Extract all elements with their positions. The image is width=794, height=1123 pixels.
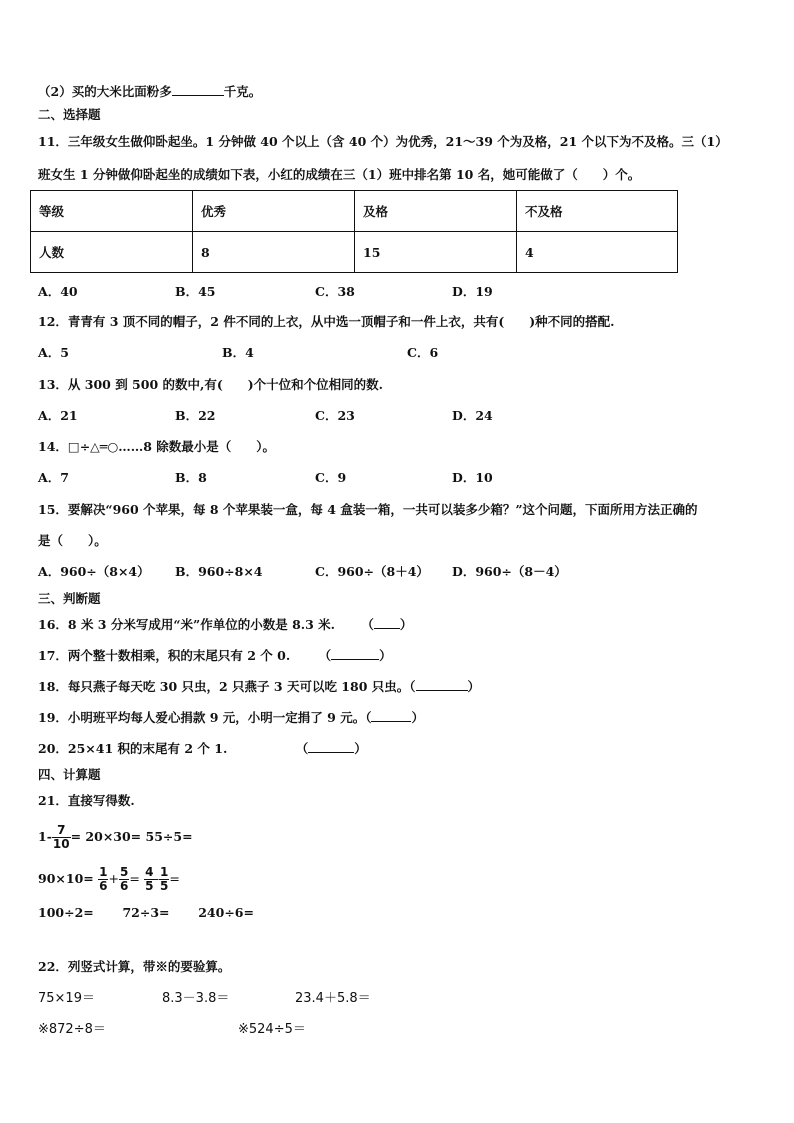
fraction [52, 824, 71, 851]
option-c[interactable]: C．23 [315, 408, 355, 423]
q21-title: 21．直接写得数. [38, 793, 135, 808]
frac-numerator: 1 [99, 865, 108, 879]
q13-text: 13．从 300 到 500 的数中,有( )个十位和个位相同的数. [38, 377, 384, 392]
option-a[interactable]: A．5 [38, 345, 69, 360]
q19-text: 19．小明班平均每人爱心捐款 9 元，小明一定捐了 9 元。 [38, 710, 366, 725]
calc-text: 1- [38, 829, 52, 844]
frac-denominator: 5 [160, 879, 169, 893]
q21-row3 [38, 898, 254, 928]
option-b[interactable]: B．22 [175, 408, 216, 423]
answer-blank[interactable] [416, 677, 468, 691]
table-cell: 优秀 [193, 191, 355, 232]
option-d[interactable]: D．19 [452, 284, 493, 299]
table-cell: 人数 [31, 232, 193, 273]
calc-item: 240÷6= [198, 905, 254, 920]
q16 [38, 615, 412, 634]
paren-close: ） [467, 679, 481, 694]
section-title-judge: 三、判断题 [38, 591, 101, 606]
answer-blank[interactable] [374, 615, 400, 629]
q14-options [38, 469, 758, 487]
answer-blank[interactable] [172, 82, 224, 96]
paren-close: ） [379, 648, 392, 663]
calc-item: ※872÷8＝ [38, 1022, 106, 1037]
calc-item: 8.3－3.8＝ [162, 991, 230, 1006]
paren-open: （ [295, 741, 309, 756]
option-a[interactable]: A．21 [38, 408, 78, 423]
q10-part2 [38, 82, 261, 101]
paren-close: ） [411, 710, 424, 725]
calc-item: ※524÷5＝ [238, 1022, 306, 1037]
q12-options [38, 344, 758, 362]
option-a[interactable]: A．40 [38, 284, 78, 299]
option-b[interactable]: B．4 [222, 345, 254, 360]
q18 [38, 677, 480, 696]
table-cell: 及格 [355, 191, 517, 232]
q11-line2: 班女生 1 分钟做仰卧起坐的成绩如下表，小红的成绩在三（1）班中排名第 10 名，她可能做了（ ）个。 [38, 167, 641, 182]
operator: - [154, 871, 160, 886]
q11-line1: 11．三年级女生做仰卧起坐。1 分钟做 40 个以上（含 40 个）为优秀，21～39 个为及格，21 个以下为不及格。三（1） [38, 134, 728, 149]
fraction [119, 866, 129, 893]
answer-blank[interactable] [331, 646, 379, 660]
option-a[interactable]: A．960÷（8×4） [38, 564, 150, 579]
table-row [31, 232, 678, 273]
q17 [38, 646, 392, 665]
frac-denominator: 6 [99, 879, 108, 893]
table-cell: 不及格 [517, 191, 678, 232]
calc-text: 90×10= [38, 871, 94, 886]
option-b[interactable]: B．8 [175, 470, 207, 485]
q14-text: 14．□÷△═○……8 除数最小是（ ）。 [38, 439, 276, 454]
option-b[interactable]: B．45 [175, 284, 216, 299]
operator: = [169, 871, 180, 886]
calc-text: = 20×30= 55÷5= [70, 829, 193, 844]
option-c[interactable]: C．38 [315, 284, 355, 299]
grade-table [30, 190, 678, 273]
operator: = [129, 871, 140, 886]
paren-open: （ [365, 710, 372, 725]
q16-text: 16．8 米 3 分米写成用“米”作单位的小数是 8.3 米. [38, 617, 336, 632]
table-cell: 8 [193, 232, 355, 273]
fraction [159, 866, 169, 893]
paren-close: ） [354, 741, 367, 756]
option-c[interactable]: C．6 [407, 345, 439, 360]
q15-line2: 是（ ）。 [38, 533, 107, 548]
frac-numerator: 5 [119, 865, 129, 879]
operator: + [108, 871, 119, 886]
option-b[interactable]: B．960÷8×4 [175, 564, 263, 579]
option-d[interactable]: D．10 [452, 470, 493, 485]
answer-blank[interactable] [371, 708, 411, 722]
answer-blank[interactable] [308, 739, 354, 753]
frac-numerator: 7 [52, 824, 71, 838]
frac-numerator: 1 [160, 865, 169, 879]
q18-text: 18．每只燕子每天吃 30 只虫，2 只燕子 3 天可以吃 180 只虫。 [38, 679, 410, 694]
table-header-row [31, 191, 678, 232]
q12-text: 12．青青有 3 顶不同的帽子，2 件不同的上衣，从中选一顶帽子和一件上衣，共有( )种不同的搭配. [38, 314, 615, 329]
paren-open: （ [318, 648, 332, 663]
q21-row1 [38, 822, 193, 852]
q17-text: 17．两个整十数相乘，积的末尾只有 2 个 0. [38, 648, 291, 663]
table-cell: 15 [355, 232, 517, 273]
q10-part2-text: （2）买的大米比面粉多 [38, 84, 172, 99]
q22-title: 22．列竖式计算，带※的要验算。 [38, 959, 231, 974]
frac-denominator: 5 [145, 879, 154, 893]
q11-options [38, 283, 758, 301]
q15-options [38, 563, 758, 581]
calc-item: 75×19＝ [38, 991, 95, 1006]
paren-open: （ [361, 617, 374, 632]
option-c[interactable]: C．9 [315, 470, 347, 485]
section-title-calc: 四、计算题 [38, 767, 101, 782]
paren-close: ） [399, 617, 413, 632]
fraction [144, 866, 154, 893]
q20 [38, 739, 367, 758]
q20-text: 20．25×41 积的末尾有 2 个 1. [38, 741, 228, 756]
fraction [98, 866, 108, 893]
table-cell: 等级 [31, 191, 193, 232]
calc-item: 72÷3= [122, 905, 170, 920]
option-d[interactable]: D．24 [452, 408, 493, 423]
option-d[interactable]: D．960÷（8－4） [452, 564, 567, 579]
option-c[interactable]: C．960÷（8＋4） [315, 564, 429, 579]
q13-options [38, 407, 758, 425]
calc-item: 23.4＋5.8＝ [295, 991, 371, 1006]
q10-part2-unit: 千克。 [223, 84, 262, 99]
table-cell: 4 [517, 232, 678, 273]
calc-item: 100÷2= [38, 905, 94, 920]
option-a[interactable]: A．7 [38, 470, 69, 485]
q15-line1: 15．要解决“960 个苹果，每 8 个苹果装一盒，每 4 盒装一箱，一共可以装多少箱？”这个问题，下面所用方法正确的 [38, 502, 698, 517]
section-title-choice: 二、选择题 [38, 107, 101, 122]
paren-open: （ [409, 679, 416, 694]
q19 [38, 708, 424, 727]
q21-row2 [38, 864, 180, 894]
frac-numerator: 4 [145, 865, 154, 879]
frac-denominator: 10 [52, 837, 70, 851]
frac-denominator: 6 [119, 879, 129, 893]
